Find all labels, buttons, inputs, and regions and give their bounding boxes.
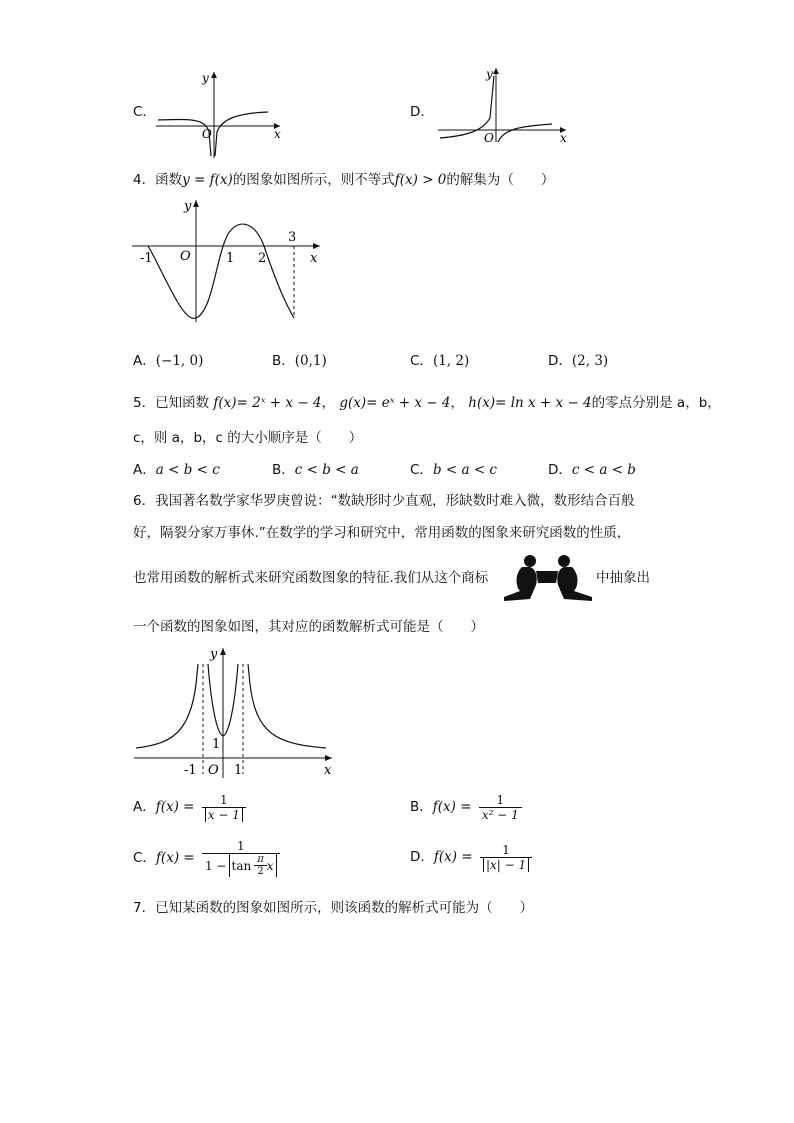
q4-stem-2: 的图象如图所示，则不等式 [232, 172, 395, 188]
q6-stem-line-2: 好，隔裂分家万事休.”在数学的学习和研究中，常用函数的图象来研究函数的性质， [133, 525, 631, 541]
q4-option-d-value: (2, 3) [571, 353, 609, 369]
q3c-origin: O [202, 127, 212, 141]
q5-func-g: g(x)= eˣ + x − 4 [339, 395, 451, 411]
q4-stem [133, 170, 554, 190]
q6-option-a-lhs: f(x) = [155, 799, 195, 815]
q5-func-f: f(x)= 2ˣ + x − 4 [213, 395, 322, 411]
q5-stem-2: 的零点分别是 a，b， [591, 395, 721, 411]
q6-option-c-two: 2 [254, 865, 266, 877]
q6-stem-line-3a: 也常用函数的解析式来研究函数图象的特征.我们从这个商标 [133, 570, 489, 586]
q4-option-c-value: (1, 2) [432, 353, 470, 369]
q3-option-d-label: D． [410, 104, 434, 120]
q4-origin: O [180, 249, 191, 264]
q6-graph [130, 644, 340, 779]
q5-option-d-value: c < a < b [571, 462, 636, 478]
q5-option-d[interactable] [548, 460, 636, 480]
q5-stem-line-2: c，则 a，b，c 的大小顺序是（ ） [133, 430, 363, 446]
q4-tick-3: 3 [288, 230, 297, 245]
q5-option-b[interactable] [272, 460, 359, 480]
q6-option-a-fraction [202, 793, 246, 822]
q6-option-a-den: x − 1 [205, 808, 243, 822]
q6-y-one: 1 [212, 737, 221, 752]
q3d-axis-y: y [486, 67, 493, 81]
q6-stem-line-3b: 中抽象出 [596, 570, 650, 586]
q4-tick-2: 2 [258, 251, 267, 266]
q5-option-a-label: A． [133, 462, 156, 478]
q6-option-c-pi: π [257, 854, 264, 865]
q5-option-b-value: c < b < a [294, 462, 359, 478]
q6-option-a-label: A． [133, 799, 156, 815]
q4-option-b-value: (0,1) [294, 353, 327, 369]
q5-option-a-value: a < b < c [155, 462, 220, 478]
q5-option-c-value: b < a < c [432, 462, 497, 478]
q6-stem-line-4: 一个函数的图象如图，其对应的函数解析式可能是（ ） [133, 619, 484, 635]
q5-option-b-label: B． [272, 462, 295, 478]
q6-option-b-label: B． [410, 799, 433, 815]
q3d-axis-x: x [560, 131, 567, 145]
q4-option-a[interactable] [133, 351, 203, 371]
q6-option-d-label: D． [410, 849, 434, 865]
q6-origin: O [208, 763, 219, 778]
q6-option-d-num: 1 [502, 842, 510, 857]
q6-option-c-num: 1 [236, 839, 245, 853]
q5-func-h: h(x)= ln x + x − 4 [468, 395, 592, 411]
kappa-logo-icon [500, 553, 596, 603]
q6-option-c-tan: tan [231, 858, 252, 873]
q6-option-b-lhs: f(x) = [432, 799, 472, 815]
q4-option-a-label: A． [133, 353, 156, 369]
q6-option-b-den: x² − 1 [479, 807, 522, 822]
q4-option-b-label: B． [272, 353, 295, 369]
q6-option-c[interactable] [133, 834, 280, 882]
q4-axis-y: y [184, 199, 192, 214]
q6-option-c-x: x [266, 858, 274, 873]
q6-option-a-num: 1 [220, 792, 228, 807]
q3d-origin: O [484, 131, 494, 145]
q3c-axis-x: x [274, 127, 281, 141]
q4-option-d-label: D． [548, 353, 572, 369]
q4-option-a-value: (−1, 0) [155, 353, 204, 369]
q6-option-a[interactable] [133, 790, 246, 824]
q6-option-d-den: |x| − 1 [483, 858, 529, 872]
q6-option-c-den-pre: 1 − [204, 858, 227, 873]
q6-option-c-label: C． [133, 850, 156, 866]
q3c-axis-y: y [202, 71, 209, 85]
q6-option-c-fraction [202, 839, 280, 877]
q7-stem: 7．已知某函数的图象如图所示，则该函数的解析式可能为（ ） [133, 900, 534, 916]
q3-option-c-graph [150, 62, 290, 162]
q5-stem-1: 已知函数 [155, 395, 210, 411]
q5-number: 5． [133, 395, 156, 411]
q3-option-c-label: C． [133, 104, 156, 120]
q4-stem-1: 函数 [155, 172, 183, 188]
q4-number: 4． [133, 172, 156, 188]
q4-tick-neg1: -1 [140, 251, 153, 266]
q4-ineq: f(x) > 0 [394, 172, 447, 188]
q4-option-b[interactable] [272, 351, 327, 371]
q5-option-a[interactable] [133, 460, 220, 480]
q5-option-c-label: C． [410, 462, 433, 478]
q4-graph [128, 196, 328, 326]
q6-tick-neg1: -1 [184, 763, 197, 778]
q4-axis-x: x [310, 251, 318, 266]
q4-option-c-label: C． [410, 353, 433, 369]
q6-axis-x: x [324, 763, 332, 778]
q4-option-c[interactable] [410, 351, 469, 371]
q6-option-b[interactable] [410, 790, 522, 824]
q6-option-c-lhs: f(x) = [155, 850, 195, 866]
q6-option-b-num: 1 [496, 792, 505, 807]
q6-option-d[interactable] [410, 840, 532, 874]
q6-option-b-fraction [479, 793, 522, 822]
q5-option-d-label: D． [548, 462, 572, 478]
q6-axis-y: y [210, 647, 218, 662]
q6-tick-1: 1 [234, 763, 243, 778]
q4-tick-1: 1 [226, 251, 235, 266]
q3-option-d-graph [434, 62, 574, 152]
q5-option-c[interactable] [410, 460, 497, 480]
q4-option-d[interactable] [548, 351, 608, 371]
q6-stem-line-1: 6．我国著名数学家华罗庚曾说：“数缺形时少直观，形缺数时难入微，数形结合百般 [133, 493, 635, 509]
q4-stem-3: 的解集为（ ） [446, 172, 555, 188]
q6-option-d-lhs: f(x) = [433, 849, 473, 865]
q5-stem-line-1: 5．已知函数 f(x)= 2ˣ + x − 4， g(x)= eˣ + x − 4， h(x)= ln x + x − 4的零点分别是 a，b， [133, 395, 721, 411]
q6-option-d-fraction [480, 843, 532, 872]
q4-func: y = f(x) [182, 172, 233, 188]
